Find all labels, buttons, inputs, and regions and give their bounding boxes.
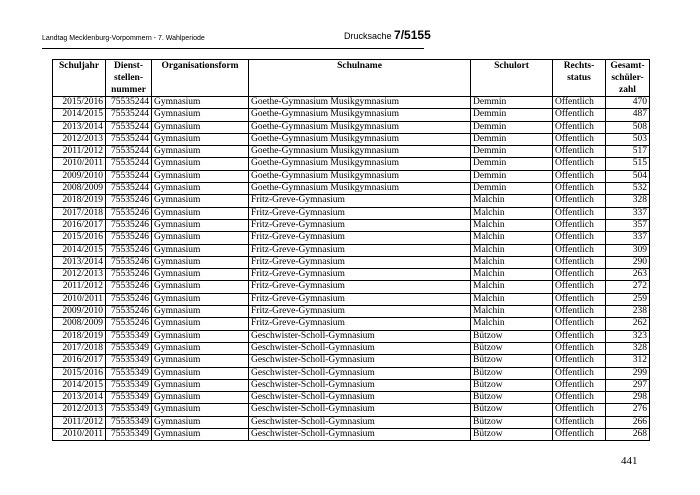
cell-schulort: Bützow [471,342,553,354]
cell-dienststellennummer: 75535246 [106,195,152,207]
cell-dienststellennummer: 75535244 [106,183,152,195]
cell-rechtsstatus: Öffentlich [553,367,606,379]
cell-dienststellennummer: 75535349 [106,330,152,342]
cell-gesamtschuelerzahl: 259 [606,293,650,305]
cell-schuljahr: 2012/2013 [53,133,106,145]
cell-schulort: Malchin [471,195,553,207]
cell-schulname: Fritz-Greve-Gymnasium [249,269,471,281]
cell-rechtsstatus: Öffentlich [553,330,606,342]
cell-gesamtschuelerzahl: 263 [606,269,650,281]
cell-organisationsform: Gymnasium [152,133,249,145]
cell-schuljahr: 2010/2011 [53,158,106,170]
cell-gesamtschuelerzahl: 299 [606,367,650,379]
table-row [53,281,650,293]
cell-rechtsstatus: Öffentlich [553,293,606,305]
cell-schulname: Fritz-Greve-Gymnasium [249,219,471,231]
cell-gesamtschuelerzahl: 309 [606,244,650,256]
cell-schuljahr: 2017/2018 [53,207,106,219]
cell-organisationsform: Gymnasium [152,269,249,281]
cell-rechtsstatus: Öffentlich [553,269,606,281]
cell-schulort: Bützow [471,330,553,342]
cell-organisationsform: Gymnasium [152,355,249,367]
table-row [53,256,650,268]
column-header-dienststellennummer: Dienst- stellen- nummer [106,60,152,97]
cell-dienststellennummer: 75535246 [106,306,152,318]
table-row [53,416,650,428]
cell-gesamtschuelerzahl: 297 [606,379,650,391]
school-data-table [52,59,650,441]
table-row [53,244,650,256]
cell-gesamtschuelerzahl: 268 [606,429,650,441]
cell-schuljahr: 2014/2015 [53,379,106,391]
cell-schuljahr: 2013/2014 [53,256,106,268]
cell-schulname: Fritz-Greve-Gymnasium [249,306,471,318]
cell-schulort: Bützow [471,355,553,367]
cell-rechtsstatus: Öffentlich [553,244,606,256]
table-row [53,109,650,121]
cell-schulname: Goethe-Gymnasium Musikgymnasium [249,121,471,133]
cell-rechtsstatus: Öffentlich [553,306,606,318]
cell-rechtsstatus: Öffentlich [553,219,606,231]
cell-schulort: Malchin [471,232,553,244]
table-row [53,121,650,133]
cell-schulort: Demmin [471,158,553,170]
cell-rechtsstatus: Öffentlich [553,256,606,268]
cell-organisationsform: Gymnasium [152,195,249,207]
cell-rechtsstatus: Öffentlich [553,146,606,158]
column-header-organisationsform: Organisationsform [152,60,249,97]
cell-organisationsform: Gymnasium [152,404,249,416]
cell-dienststellennummer: 75535349 [106,342,152,354]
cell-organisationsform: Gymnasium [152,416,249,428]
cell-schulort: Bützow [471,392,553,404]
cell-schulort: Bützow [471,379,553,391]
cell-schulname: Fritz-Greve-Gymnasium [249,293,471,305]
cell-organisationsform: Gymnasium [152,97,249,109]
cell-gesamtschuelerzahl: 504 [606,170,650,182]
column-header-schuljahr: Schuljahr [53,60,106,97]
cell-gesamtschuelerzahl: 272 [606,281,650,293]
cell-organisationsform: Gymnasium [152,367,249,379]
cell-rechtsstatus: Öffentlich [553,416,606,428]
cell-schulort: Malchin [471,306,553,318]
cell-gesamtschuelerzahl: 238 [606,306,650,318]
cell-schulort: Malchin [471,244,553,256]
cell-schulname: Geschwister-Scholl-Gymnasium [249,429,471,441]
cell-schuljahr: 2012/2013 [53,269,106,281]
cell-schuljahr: 2016/2017 [53,355,106,367]
table-row [53,429,650,441]
cell-rechtsstatus: Öffentlich [553,109,606,121]
cell-rechtsstatus: Öffentlich [553,281,606,293]
cell-organisationsform: Gymnasium [152,232,249,244]
cell-organisationsform: Gymnasium [152,379,249,391]
cell-dienststellennummer: 75535349 [106,416,152,428]
cell-gesamtschuelerzahl: 312 [606,355,650,367]
cell-organisationsform: Gymnasium [152,207,249,219]
cell-schulname: Geschwister-Scholl-Gymnasium [249,330,471,342]
cell-organisationsform: Gymnasium [152,109,249,121]
cell-gesamtschuelerzahl: 517 [606,146,650,158]
cell-schuljahr: 2015/2016 [53,97,106,109]
cell-gesamtschuelerzahl: 262 [606,318,650,330]
cell-schulname: Geschwister-Scholl-Gymnasium [249,404,471,416]
cell-gesamtschuelerzahl: 290 [606,256,650,268]
cell-gesamtschuelerzahl: 266 [606,416,650,428]
column-header-rechtsstatus: Rechts- status [553,60,606,97]
cell-dienststellennummer: 75535244 [106,146,152,158]
cell-schuljahr: 2009/2010 [53,170,106,182]
cell-rechtsstatus: Öffentlich [553,170,606,182]
cell-schuljahr: 2008/2009 [53,318,106,330]
cell-organisationsform: Gymnasium [152,219,249,231]
cell-schuljahr: 2010/2011 [53,293,106,305]
table-row [53,330,650,342]
cell-schulort: Bützow [471,404,553,416]
table-row [53,392,650,404]
cell-dienststellennummer: 75535246 [106,207,152,219]
cell-gesamtschuelerzahl: 337 [606,207,650,219]
table-row [53,97,650,109]
header-document-reference [344,28,431,42]
cell-schuljahr: 2015/2016 [53,232,106,244]
table-row [53,158,650,170]
cell-gesamtschuelerzahl: 328 [606,342,650,354]
cell-organisationsform: Gymnasium [152,158,249,170]
cell-schulort: Malchin [471,318,553,330]
cell-organisationsform: Gymnasium [152,281,249,293]
cell-schulname: Geschwister-Scholl-Gymnasium [249,379,471,391]
cell-organisationsform: Gymnasium [152,392,249,404]
cell-schulname: Goethe-Gymnasium Musikgymnasium [249,183,471,195]
cell-organisationsform: Gymnasium [152,121,249,133]
cell-organisationsform: Gymnasium [152,342,249,354]
cell-schulname: Fritz-Greve-Gymnasium [249,281,471,293]
cell-schulort: Demmin [471,121,553,133]
cell-rechtsstatus: Öffentlich [553,379,606,391]
table-row [53,207,650,219]
cell-gesamtschuelerzahl: 470 [606,97,650,109]
cell-schulort: Demmin [471,97,553,109]
cell-organisationsform: Gymnasium [152,429,249,441]
cell-schuljahr: 2013/2014 [53,392,106,404]
cell-schulname: Fritz-Greve-Gymnasium [249,207,471,219]
cell-dienststellennummer: 75535349 [106,404,152,416]
cell-organisationsform: Gymnasium [152,170,249,182]
cell-organisationsform: Gymnasium [152,330,249,342]
cell-rechtsstatus: Öffentlich [553,429,606,441]
cell-schulort: Bützow [471,429,553,441]
cell-dienststellennummer: 75535244 [106,170,152,182]
cell-dienststellennummer: 75535349 [106,355,152,367]
cell-gesamtschuelerzahl: 298 [606,392,650,404]
cell-schulort: Malchin [471,293,553,305]
cell-schulort: Demmin [471,109,553,121]
cell-schulname: Geschwister-Scholl-Gymnasium [249,355,471,367]
cell-schulort: Malchin [471,219,553,231]
cell-gesamtschuelerzahl: 532 [606,183,650,195]
cell-dienststellennummer: 75535246 [106,269,152,281]
cell-rechtsstatus: Öffentlich [553,121,606,133]
cell-rechtsstatus: Öffentlich [553,232,606,244]
cell-schulname: Goethe-Gymnasium Musikgymnasium [249,170,471,182]
cell-schuljahr: 2012/2013 [53,404,106,416]
cell-dienststellennummer: 75535349 [106,429,152,441]
cell-organisationsform: Gymnasium [152,146,249,158]
cell-schulname: Fritz-Greve-Gymnasium [249,232,471,244]
cell-gesamtschuelerzahl: 337 [606,232,650,244]
cell-dienststellennummer: 75535246 [106,232,152,244]
cell-schulname: Fritz-Greve-Gymnasium [249,256,471,268]
cell-rechtsstatus: Öffentlich [553,97,606,109]
cell-dienststellennummer: 75535244 [106,121,152,133]
table-row [53,219,650,231]
cell-rechtsstatus: Öffentlich [553,392,606,404]
table-row [53,183,650,195]
cell-dienststellennummer: 75535349 [106,379,152,391]
column-header-schulort: Schulort [471,60,553,97]
table-row [53,306,650,318]
cell-schulort: Demmin [471,183,553,195]
cell-schulort: Demmin [471,170,553,182]
table-row [53,355,650,367]
cell-rechtsstatus: Öffentlich [553,133,606,145]
cell-dienststellennummer: 75535246 [106,256,152,268]
cell-schulort: Bützow [471,416,553,428]
cell-schuljahr: 2010/2011 [53,429,106,441]
document-label: Drucksache [344,31,392,41]
table-row [53,404,650,416]
cell-schulname: Geschwister-Scholl-Gymnasium [249,416,471,428]
cell-organisationsform: Gymnasium [152,244,249,256]
cell-schulname: Goethe-Gymnasium Musikgymnasium [249,109,471,121]
cell-gesamtschuelerzahl: 508 [606,121,650,133]
cell-schuljahr: 2018/2019 [53,195,106,207]
cell-schulname: Geschwister-Scholl-Gymnasium [249,392,471,404]
cell-dienststellennummer: 75535349 [106,392,152,404]
cell-schuljahr: 2009/2010 [53,306,106,318]
table-row [53,293,650,305]
cell-dienststellennummer: 75535246 [106,219,152,231]
cell-rechtsstatus: Öffentlich [553,195,606,207]
cell-schulname: Goethe-Gymnasium Musikgymnasium [249,97,471,109]
cell-schuljahr: 2011/2012 [53,281,106,293]
cell-rechtsstatus: Öffentlich [553,342,606,354]
cell-schulname: Goethe-Gymnasium Musikgymnasium [249,146,471,158]
cell-gesamtschuelerzahl: 276 [606,404,650,416]
cell-rechtsstatus: Öffentlich [553,158,606,170]
cell-dienststellennummer: 75535246 [106,281,152,293]
cell-rechtsstatus: Öffentlich [553,355,606,367]
cell-schulname: Geschwister-Scholl-Gymnasium [249,342,471,354]
cell-schuljahr: 2016/2017 [53,219,106,231]
cell-gesamtschuelerzahl: 357 [606,219,650,231]
cell-schulort: Malchin [471,207,553,219]
cell-rechtsstatus: Öffentlich [553,183,606,195]
cell-gesamtschuelerzahl: 323 [606,330,650,342]
cell-schuljahr: 2011/2012 [53,416,106,428]
cell-schuljahr: 2014/2015 [53,109,106,121]
cell-schuljahr: 2015/2016 [53,367,106,379]
cell-schuljahr: 2008/2009 [53,183,106,195]
cell-gesamtschuelerzahl: 487 [606,109,650,121]
cell-rechtsstatus: Öffentlich [553,207,606,219]
table-row [53,318,650,330]
cell-dienststellennummer: 75535246 [106,244,152,256]
table-row [53,342,650,354]
cell-schulname: Fritz-Greve-Gymnasium [249,244,471,256]
table-row [53,146,650,158]
cell-organisationsform: Gymnasium [152,256,249,268]
cell-schuljahr: 2013/2014 [53,121,106,133]
cell-organisationsform: Gymnasium [152,293,249,305]
cell-gesamtschuelerzahl: 328 [606,195,650,207]
cell-schulname: Fritz-Greve-Gymnasium [249,195,471,207]
cell-schulort: Bützow [471,367,553,379]
cell-gesamtschuelerzahl: 515 [606,158,650,170]
header-divider [42,48,424,49]
cell-rechtsstatus: Öffentlich [553,404,606,416]
cell-schulort: Malchin [471,281,553,293]
cell-schuljahr: 2017/2018 [53,342,106,354]
cell-dienststellennummer: 75535244 [106,97,152,109]
cell-schulname: Fritz-Greve-Gymnasium [249,318,471,330]
column-header-schulname: Schulname [249,60,471,97]
table-row [53,232,650,244]
cell-schulname: Goethe-Gymnasium Musikgymnasium [249,158,471,170]
cell-schuljahr: 2011/2012 [53,146,106,158]
table-header-row [53,60,650,97]
cell-schulort: Malchin [471,269,553,281]
document-number: 7/5155 [394,28,431,42]
table-row [53,269,650,281]
cell-schulname: Geschwister-Scholl-Gymnasium [249,367,471,379]
table-row [53,170,650,182]
cell-dienststellennummer: 75535244 [106,158,152,170]
cell-schulort: Demmin [471,133,553,145]
table-row [53,379,650,391]
table-row [53,195,650,207]
cell-dienststellennummer: 75535244 [106,133,152,145]
cell-rechtsstatus: Öffentlich [553,318,606,330]
cell-schulname: Goethe-Gymnasium Musikgymnasium [249,133,471,145]
table-row [53,367,650,379]
header-parliament-label: Landtag Mecklenburg-Vorpommern - 7. Wahlperiode [42,35,205,42]
cell-dienststellennummer: 75535349 [106,367,152,379]
cell-schulort: Demmin [471,146,553,158]
cell-dienststellennummer: 75535246 [106,293,152,305]
table-body [53,97,650,441]
cell-gesamtschuelerzahl: 503 [606,133,650,145]
cell-organisationsform: Gymnasium [152,183,249,195]
cell-schulort: Malchin [471,256,553,268]
column-header-gesamtschuelerzahl: Gesamt- schüler- zahl [606,60,650,97]
cell-organisationsform: Gymnasium [152,306,249,318]
cell-organisationsform: Gymnasium [152,318,249,330]
cell-schuljahr: 2018/2019 [53,330,106,342]
table-row [53,133,650,145]
cell-dienststellennummer: 75535246 [106,318,152,330]
cell-schuljahr: 2014/2015 [53,244,106,256]
page-number: 441 [621,455,638,467]
cell-dienststellennummer: 75535244 [106,109,152,121]
